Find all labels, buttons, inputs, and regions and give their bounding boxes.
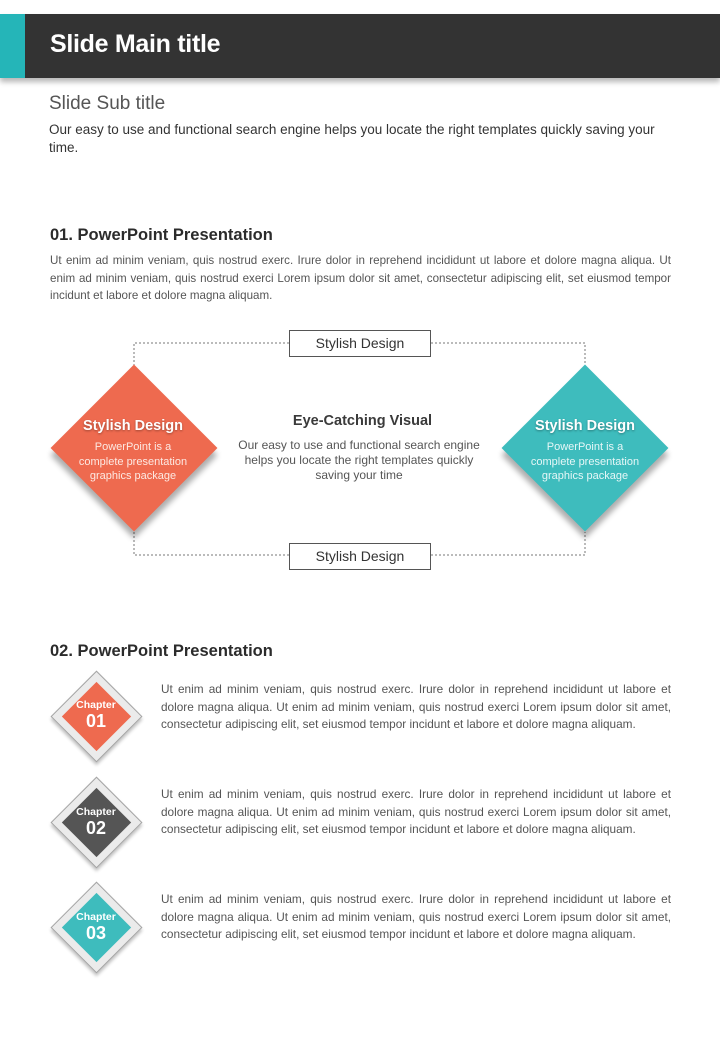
- chapter-1-label: [60, 699, 132, 731]
- chapter-3-number: 03: [85, 923, 107, 943]
- top-label-box: Stylish Design: [289, 330, 431, 357]
- chapter-2-number: 02: [85, 818, 107, 838]
- chapter-row-1: [0, 670, 720, 770]
- bottom-label-box: Stylish Design: [289, 543, 431, 570]
- right-diamond-title: Stylish Design: [535, 418, 635, 434]
- section2-heading: 02. PowerPoint Presentation: [50, 642, 273, 660]
- chapter-3-word: Chapter: [76, 911, 116, 923]
- chapter-1-word: Chapter: [76, 699, 116, 711]
- chapter-2-label: [60, 806, 132, 838]
- chapter-3-text: Ut enim ad minim veniam, quis nostrud exerc. Irure dolor in reprehend incididunt ut labore et dolore magna aliqua. Ut enim ad minim veniam, quis nostrud exerci Lorem ipsum dolor sit amet, consectetur adipiscing elit, set eiusmod tempor incidunt et labore et dolore magna aliquam.: [161, 892, 671, 941]
- chapter-1-text: Ut enim ad minim veniam, quis nostrud exerc. Irure dolor in reprehend incididunt ut labore et dolore magna aliqua. Ut enim ad minim veniam, quis nostrud exerci Lorem ipsum dolor sit amet, consectetur adipiscing elit, set eiusmod tempor incidunt et labore et dolore magna aliquam.: [161, 682, 671, 731]
- chapter-2-word: Chapter: [76, 806, 116, 818]
- center-title: Eye-Catching Visual: [292, 413, 433, 429]
- left-diamond-desc: PowerPoint is a complete presentation graphics package: [78, 441, 188, 482]
- right-diamond-desc: PowerPoint is a complete presentation graphics package: [530, 441, 640, 482]
- section1-body: Ut enim ad minim veniam, quis nostrud exerc. Irure dolor in reprehend incididunt ut labore et dolore magna aliqua. Ut enim ad minim veniam, quis nostrud exerci Lorem ipsum dolor sit amet, consectetur adipiscing elit, set eiusmod tempor incidunt et labore et dolore magna aliquam.: [50, 254, 671, 302]
- chapter-3-label: [60, 911, 132, 943]
- left-diamond-text: [53, 418, 213, 484]
- slide-subtitle: Slide Sub title: [49, 93, 166, 114]
- center-desc: Our easy to use and functional search engine helps you locate the right templates quickly saving your time: [238, 438, 480, 482]
- intro-text: Our easy to use and functional search engine helps you locate the right templates quickly saving your time.: [49, 122, 655, 155]
- chapter-row-3: [0, 881, 720, 981]
- chapter-2-text: Ut enim ad minim veniam, quis nostrud exerc. Irure dolor in reprehend incididunt ut labore et dolore magna aliqua. Ut enim ad minim veniam, quis nostrud exerci Lorem ipsum dolor sit amet, consectetur adipiscing elit, set eiusmod tempor incidunt et labore et dolore magna aliquam.: [161, 787, 671, 836]
- slide-main-title: Slide Main title: [50, 30, 221, 58]
- section1-heading: 01. PowerPoint Presentation: [50, 226, 273, 244]
- chapter-row-2: [0, 776, 720, 876]
- chapter-1-number: 01: [85, 711, 107, 731]
- left-diamond-title: Stylish Design: [83, 418, 183, 434]
- right-diamond-text: [505, 418, 665, 484]
